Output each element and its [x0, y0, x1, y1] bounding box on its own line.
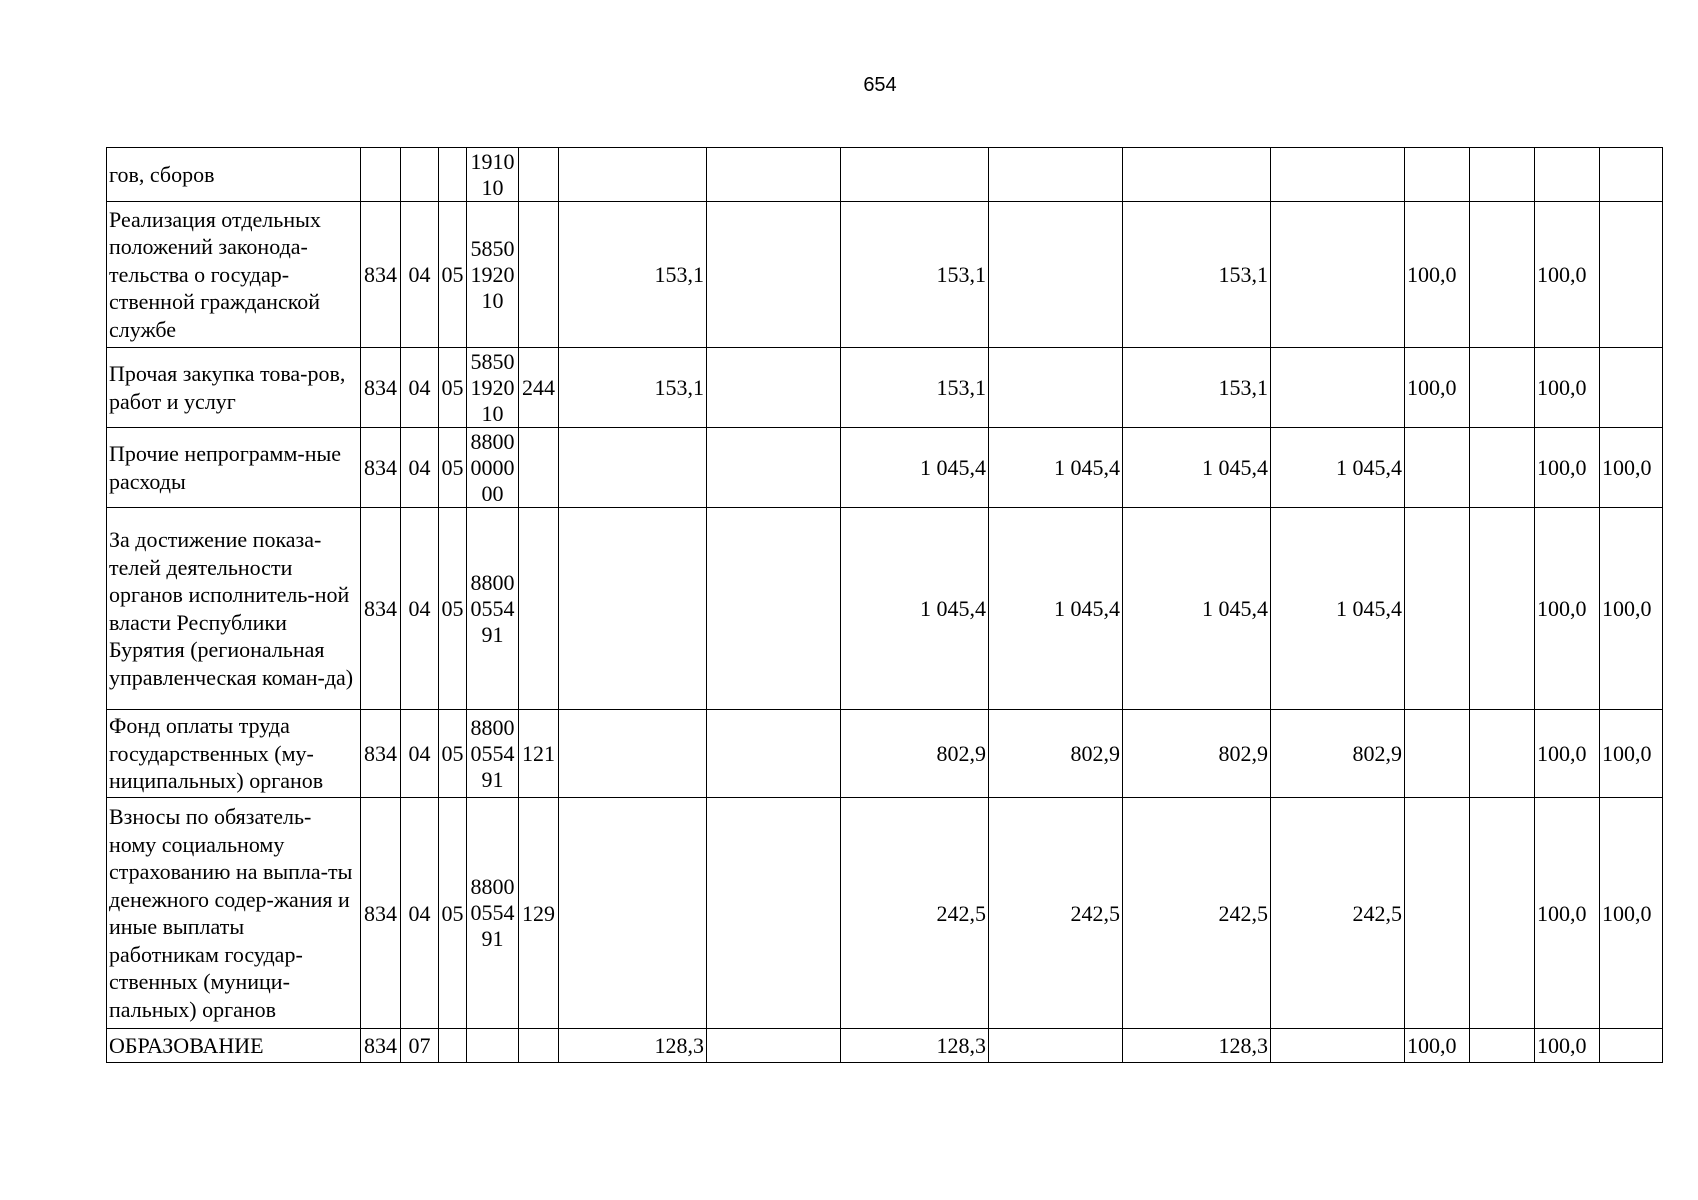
- percent-col-4: [1600, 202, 1663, 348]
- amount-col-4: 1 045,4: [989, 508, 1123, 710]
- row-name: Взносы по обязатель-ному социальному страхованию на выпла-ты денежного содер-жания и иные выплаты работникам государ-ственных (муници-пальных) органов: [107, 798, 361, 1029]
- percent-col-2: [1470, 798, 1535, 1029]
- subsection-code: 05: [439, 798, 467, 1029]
- amount-col-5: 802,9: [1123, 710, 1271, 798]
- amount-col-3: 1 045,4: [841, 508, 989, 710]
- percent-col-4: [1600, 148, 1663, 202]
- percent-col-1: 100,0: [1405, 202, 1470, 348]
- amount-col-1: 153,1: [559, 348, 707, 428]
- percent-col-1: 100,0: [1405, 348, 1470, 428]
- subsection-code: 05: [439, 202, 467, 348]
- section-code: 04: [401, 428, 439, 508]
- target-article-code: 8800 0000 00: [467, 428, 519, 508]
- target-article-code: 8800 0554 91: [467, 798, 519, 1029]
- percent-col-3: 100,0: [1535, 508, 1600, 710]
- grbs-code: 834: [361, 508, 401, 710]
- percent-col-4: [1600, 348, 1663, 428]
- row-name: гов, сборов: [107, 148, 361, 202]
- target-article-code: [467, 1029, 519, 1063]
- amount-col-1: [559, 428, 707, 508]
- amount-col-1: 128,3: [559, 1029, 707, 1063]
- percent-col-3: 100,0: [1535, 798, 1600, 1029]
- table-row: [107, 798, 1663, 1029]
- amount-col-4: [989, 348, 1123, 428]
- amount-col-2: [707, 202, 841, 348]
- section-code: 04: [401, 202, 439, 348]
- section-code: 04: [401, 348, 439, 428]
- percent-col-2: [1470, 148, 1535, 202]
- amount-col-2: [707, 348, 841, 428]
- grbs-code: 834: [361, 1029, 401, 1063]
- expense-type-code: 244: [519, 348, 559, 428]
- subsection-code: [439, 1029, 467, 1063]
- amount-col-1: [559, 148, 707, 202]
- expense-type-code: [519, 148, 559, 202]
- amount-col-4: 242,5: [989, 798, 1123, 1029]
- amount-col-5: 242,5: [1123, 798, 1271, 1029]
- amount-col-3: 802,9: [841, 710, 989, 798]
- percent-col-1: [1405, 428, 1470, 508]
- target-article-code: 8800 0554 91: [467, 710, 519, 798]
- amount-col-1: [559, 508, 707, 710]
- percent-col-4: [1600, 1029, 1663, 1063]
- subsection-code: 05: [439, 348, 467, 428]
- percent-col-3: 100,0: [1535, 710, 1600, 798]
- amount-col-3: [841, 148, 989, 202]
- percent-col-2: [1470, 508, 1535, 710]
- amount-col-6: 802,9: [1271, 710, 1405, 798]
- percent-col-4: 100,0: [1600, 798, 1663, 1029]
- percent-col-3: 100,0: [1535, 348, 1600, 428]
- percent-col-2: [1470, 348, 1535, 428]
- subsection-code: [439, 148, 467, 202]
- amount-col-5: 1 045,4: [1123, 508, 1271, 710]
- amount-col-6: 1 045,4: [1271, 428, 1405, 508]
- table-row: [107, 348, 1663, 428]
- grbs-code: 834: [361, 202, 401, 348]
- amount-col-5: 153,1: [1123, 348, 1271, 428]
- target-article-code: 1910 10: [467, 148, 519, 202]
- percent-col-4: 100,0: [1600, 428, 1663, 508]
- target-article-code: 5850 1920 10: [467, 202, 519, 348]
- expense-type-code: [519, 508, 559, 710]
- amount-col-3: 242,5: [841, 798, 989, 1029]
- amount-col-4: [989, 148, 1123, 202]
- row-name: Реализация отдельных положений законода-тельства о государ-ственной гражданской службе: [107, 202, 361, 348]
- expense-type-code: [519, 428, 559, 508]
- amount-col-4: [989, 202, 1123, 348]
- percent-col-2: [1470, 202, 1535, 348]
- expense-type-code: [519, 202, 559, 348]
- amount-col-4: [989, 1029, 1123, 1063]
- grbs-code: 834: [361, 710, 401, 798]
- percent-col-2: [1470, 1029, 1535, 1063]
- amount-col-2: [707, 710, 841, 798]
- section-code: 04: [401, 710, 439, 798]
- subsection-code: 05: [439, 710, 467, 798]
- amount-col-4: 1 045,4: [989, 428, 1123, 508]
- percent-col-2: [1470, 710, 1535, 798]
- amount-col-1: [559, 710, 707, 798]
- target-article-code: 8800 0554 91: [467, 508, 519, 710]
- row-name: Прочие непрограмм-ные расходы: [107, 428, 361, 508]
- amount-col-2: [707, 1029, 841, 1063]
- percent-col-1: [1405, 710, 1470, 798]
- percent-col-3: 100,0: [1535, 1029, 1600, 1063]
- amount-col-5: 1 045,4: [1123, 428, 1271, 508]
- expense-type-code: 121: [519, 710, 559, 798]
- percent-col-3: [1535, 148, 1600, 202]
- percent-col-1: 100,0: [1405, 1029, 1470, 1063]
- section-code: 04: [401, 508, 439, 710]
- percent-col-4: 100,0: [1600, 508, 1663, 710]
- amount-col-6: [1271, 1029, 1405, 1063]
- row-name: Прочая закупка това-ров, работ и услуг: [107, 348, 361, 428]
- amount-col-6: 242,5: [1271, 798, 1405, 1029]
- amount-col-2: [707, 428, 841, 508]
- amount-col-5: 128,3: [1123, 1029, 1271, 1063]
- percent-col-1: [1405, 508, 1470, 710]
- expense-type-code: [519, 1029, 559, 1063]
- percent-col-3: 100,0: [1535, 428, 1600, 508]
- section-code: 07: [401, 1029, 439, 1063]
- target-article-code: 5850 1920 10: [467, 348, 519, 428]
- amount-col-6: [1271, 348, 1405, 428]
- grbs-code: 834: [361, 798, 401, 1029]
- expense-type-code: 129: [519, 798, 559, 1029]
- percent-col-1: [1405, 798, 1470, 1029]
- amount-col-1: 153,1: [559, 202, 707, 348]
- table-row: [107, 710, 1663, 798]
- row-name: За достижение показа-телей деятельности органов исполнитель-ной власти Республики Бурятия (региональная управленческая коман-да): [107, 508, 361, 710]
- subsection-code: 05: [439, 428, 467, 508]
- amount-col-6: [1271, 202, 1405, 348]
- amount-col-4: 802,9: [989, 710, 1123, 798]
- budget-table: [106, 147, 1663, 1063]
- table-row: [107, 148, 1663, 202]
- amount-col-2: [707, 508, 841, 710]
- percent-col-4: 100,0: [1600, 710, 1663, 798]
- amount-col-3: 1 045,4: [841, 428, 989, 508]
- table-row: [107, 202, 1663, 348]
- amount-col-3: 153,1: [841, 348, 989, 428]
- percent-col-1: [1405, 148, 1470, 202]
- amount-col-2: [707, 148, 841, 202]
- amount-col-6: 1 045,4: [1271, 508, 1405, 710]
- grbs-code: 834: [361, 348, 401, 428]
- percent-col-2: [1470, 428, 1535, 508]
- table-row: [107, 428, 1663, 508]
- grbs-code: 834: [361, 428, 401, 508]
- section-code: 04: [401, 798, 439, 1029]
- row-name: ОБРАЗОВАНИЕ: [107, 1029, 361, 1063]
- amount-col-3: 128,3: [841, 1029, 989, 1063]
- row-name: Фонд оплаты труда государственных (му-ниципальных) органов: [107, 710, 361, 798]
- amount-col-5: [1123, 148, 1271, 202]
- grbs-code: [361, 148, 401, 202]
- amount-col-5: 153,1: [1123, 202, 1271, 348]
- amount-col-1: [559, 798, 707, 1029]
- percent-col-3: 100,0: [1535, 202, 1600, 348]
- page-number: 654: [863, 74, 897, 96]
- amount-col-3: 153,1: [841, 202, 989, 348]
- section-code: [401, 148, 439, 202]
- amount-col-2: [707, 798, 841, 1029]
- table-row: [107, 1029, 1663, 1063]
- subsection-code: 05: [439, 508, 467, 710]
- amount-col-6: [1271, 148, 1405, 202]
- table-row: [107, 508, 1663, 710]
